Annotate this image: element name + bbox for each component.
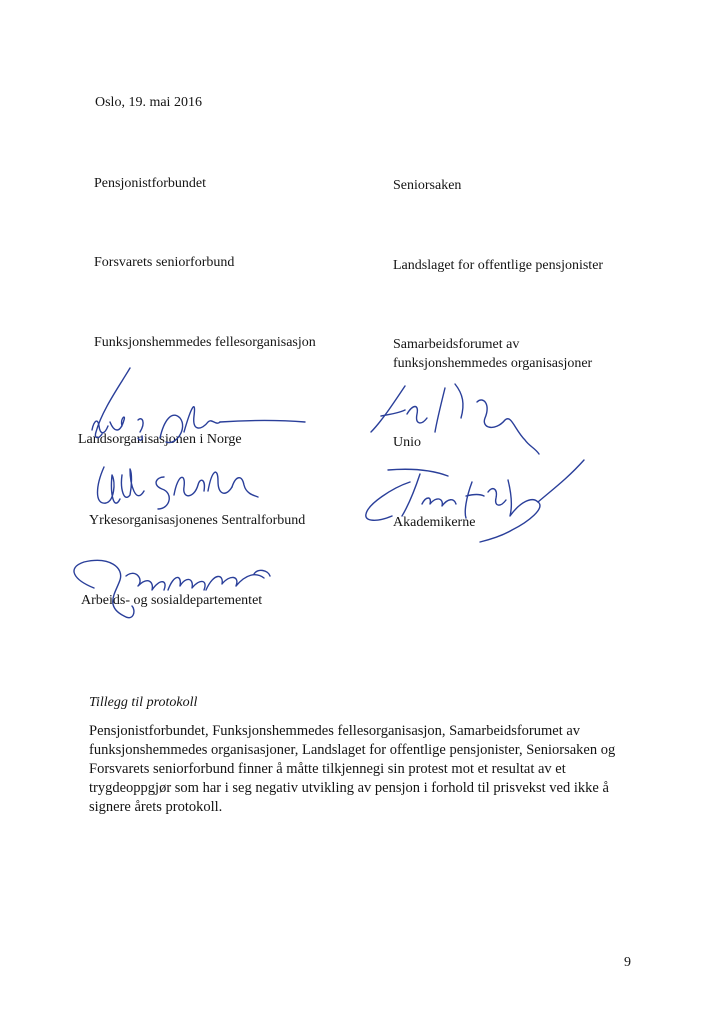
- signatory-funksjonshemmedes-fellesorganisasjon: Funksjonshemmedes fellesorganisasjon: [94, 335, 316, 350]
- signatory-forsvarets-seniorforbund: Forsvarets seniorforbund: [94, 255, 235, 270]
- signatory-yrkesorganisasjonenes-sentralforbund: Yrkesorganisasjonenes Sentralforbund: [89, 513, 306, 528]
- signature-lo: [80, 360, 310, 460]
- signature-ys: [86, 455, 286, 525]
- signatory-pensjonistforbundet: Pensjonistforbundet: [94, 176, 206, 191]
- signatory-landsorganisasjonen: Landsorganisasjonen i Norge: [78, 432, 242, 447]
- signature-akademikerne: [362, 452, 592, 547]
- signature-unio: [365, 374, 555, 464]
- addendum-title: Tillegg til protokoll: [89, 695, 198, 710]
- page-number: 9: [624, 955, 631, 970]
- signatory-samarbeidsforumet-line2: funksjonshemmedes organisasjoner: [393, 356, 593, 371]
- signatory-landslaget: Landslaget for offentlige pensjonister: [393, 258, 604, 273]
- signature-asd: [64, 550, 284, 625]
- date-line: Oslo, 19. mai 2016: [95, 95, 202, 110]
- signatory-unio: Unio: [393, 435, 421, 450]
- signatory-samarbeidsforumet-line1: Samarbeidsforumet av: [393, 337, 520, 352]
- addendum-body: Pensjonistforbundet, Funksjonshemmedes fellesorganisasjon, Samarbeidsforumet av funksjonshemmedes organisasjoner, Landslaget for offentlige pensjonister, Seniorsaken og Forsvarets seniorforbund finner å måtte tilkjennegi sin protest mot et resultat av et trygdeoppgjør som har i seg negativ utvikling av pensjon i forhold til prisvekst ved ikke å signere årets protokoll.: [89, 723, 616, 815]
- signatory-seniorsaken: Seniorsaken: [393, 178, 462, 193]
- signatory-arbeids-og-sosialdepartementet: Arbeids- og sosialdepartementet: [81, 593, 263, 608]
- signatory-akademikerne: Akademikerne: [393, 515, 476, 530]
